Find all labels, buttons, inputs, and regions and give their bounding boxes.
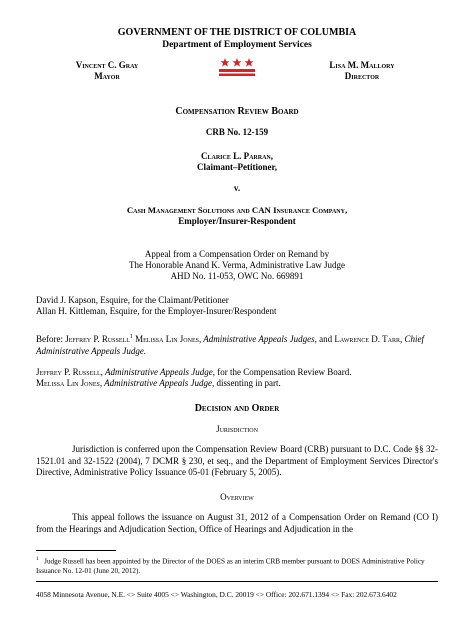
- footnote-ref: 1: [129, 334, 133, 340]
- before-panel: [36, 334, 438, 357]
- opinion-author: [36, 367, 438, 379]
- jurisdiction-heading: Jurisdiction: [216, 424, 258, 434]
- dissent-rest: , dissenting in part.: [212, 378, 281, 388]
- author-title: , Administrative Appeals Judge: [100, 367, 213, 377]
- board-title: Compensation Review Board: [175, 106, 299, 117]
- case-number: CRB No. 12-159: [205, 127, 269, 137]
- appeal-line-3: AHD No. 11-053, OWC No. 669891: [170, 271, 304, 281]
- appeal-line-2: The Honorable Anand K. Verma, Administrative Law Judge: [128, 260, 346, 270]
- government-title: GOVERNMENT OF THE DISTRICT OF COLUMBIA: [117, 27, 357, 38]
- footer-rule: [36, 581, 438, 582]
- mayor-title: Mayor: [94, 71, 120, 82]
- judge-russell: Jeffrey P. Russell: [65, 334, 130, 344]
- counsel-claimant: David J. Kapson, Esquire, for the Claimant/Petitioner: [36, 295, 229, 305]
- author-name: Jeffrey P. Russell: [36, 367, 101, 377]
- decision-heading: Decision and Order: [194, 403, 280, 414]
- before-label: Before:: [36, 334, 63, 344]
- mayor-block: [52, 60, 162, 83]
- versus: v.: [233, 183, 241, 193]
- footnote-number: 1: [36, 556, 39, 562]
- judges-title: , Administrative Appeals Judges,: [198, 334, 317, 344]
- claimant-name: Clarice L. Parran,: [200, 151, 273, 161]
- chief-title: , Chief Administrative Appeals Judge.: [36, 334, 424, 356]
- overview-paragraph: This appeal follows the issuance on August 31, 2012 of a Compensation Order on Remand (CO I) from the Hearings and Adjudication Section, Office of Hearings and Adjudication in the: [36, 512, 438, 534]
- footer-address: 4058 Minnesota Avenue, N.E. <> Suite 4005 <> Washington, D.C. 20019 <> Office: 202.671.1394 <> Fax: 202.673.6402: [36, 590, 397, 599]
- and-text: and: [316, 334, 335, 344]
- mayor-name: Vincent C. Gray: [75, 60, 139, 70]
- counsel-employer: Allan H. Kittleman, Esquire, for the Employer-Insurer/Respondent: [36, 306, 277, 316]
- dc-flag-icon: [219, 57, 255, 76]
- director-title: Director: [344, 71, 380, 82]
- judge-jones: Melissa Lin Jones: [135, 334, 199, 344]
- footnote-separator: [36, 550, 116, 551]
- judge-tarr: Lawrence D. Tarr: [334, 334, 400, 344]
- author-rest: , for the Compensation Review Board.: [212, 367, 352, 377]
- director-name: Lisa M. Mallory: [329, 60, 395, 70]
- appeal-line-1: Appeal from a Compensation Order on Remand by: [144, 249, 330, 259]
- claimant-role: Claimant–Petitioner,: [197, 162, 277, 172]
- footnote: [36, 556, 438, 576]
- director-block: [312, 60, 412, 83]
- overview-heading: Overview: [220, 492, 254, 502]
- footnote-text: Judge Russell has been appointed by the Director of the DOES as an interim CRB member pursuant to DOES Administrative Policy Issuance No. 12-01 (June 20, 2012).: [36, 557, 425, 575]
- employer-role: Employer/Insurer-Respondent: [178, 216, 296, 226]
- employer-names: Cash Management Solutions and CAN Insurance Company,: [126, 205, 348, 215]
- dissent-name: Melissa Lin Jones: [36, 378, 100, 388]
- department-title: Department of Employment Services: [162, 40, 312, 50]
- opinion-dissent: [36, 378, 438, 390]
- jurisdiction-paragraph: Jurisdiction is conferred upon the Compensation Review Board (CRB) pursuant to D.C. Code §§ 32-1521.01 and 32-1522 (2004), 7 DCMR § 230, et seq., and the Department of Employment Services Director's Directive, Administrative Policy Issuance 05-01 (February 5, 2005).: [36, 444, 438, 478]
- dissent-title: , Administrative Appeals Judge: [99, 378, 212, 388]
